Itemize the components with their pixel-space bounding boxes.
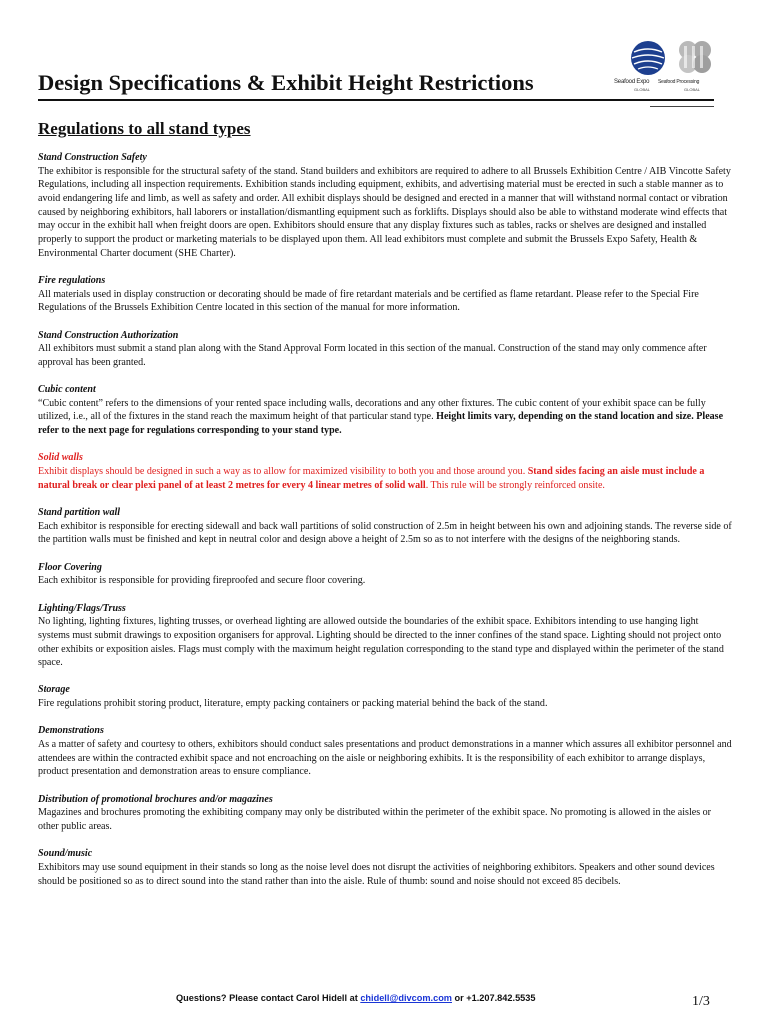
title-rule [38,99,714,101]
section-title: Stand partition wall [38,506,121,518]
section-body: All exhibitors must submit a stand plan along with the Stand Approval Form located in this section of the manual. Construction of the stand may only commence after approval has been granted. [38,343,707,368]
section-title: Stand Construction Safety [38,152,147,163]
section-partition-wall [38,506,732,547]
section-body [38,465,732,492]
section-lighting [38,602,732,670]
section-body: The exhibitor is responsible for the structural safety of the stand. Stand builders and exhibitors are required to adhere to all Brussels Exhibition Centre / AIB Vincotte Safety Regulations, including all inspection requirements. Exhibition stands including equipment, exhibits, and advertising material must be erected in such a stable manner as to avoid endangering life and limb, as well as safety and order. All exhibit displays should be designed and erected in a manner that will withstand normal contact or vibration caused by neighboring exhibitors, hall laborers or installation/dismantling equipment such as forklifts. Displays should also be able to withstand moderate wind effects that may occur in the exhibit hall when freight doors are open. Exhibitors should ensure that any display fixtures such as tables, racks or shelves are designed and installed properly to support the product or marketing materials to be displayed upon them. All lead exhibitors must complete and submit the Brussels Expo Safety, Health & Environmental Charter document (SHE Charter). [38,165,731,259]
solid-wall-rule: Stand sides facing an aisle must include a natural break or clear plexi panel of at least 2 metres for every 4 linear metres of solid wall [38,466,705,491]
seafood-expo-globe-icon [614,38,670,78]
section-title: Lighting/Flags/Truss [38,602,126,614]
section-title: Storage [38,684,70,696]
section-title: Distribution of promotional brochures and/or magazines [38,793,273,805]
section-construction-safety [38,151,732,260]
contact-email-link[interactable]: chidell@divcom.com [360,993,452,1003]
section-floor-covering [38,561,732,588]
page-number: 1/3 [692,994,710,1009]
section-body-text: Exhibit displays should be designed in such a way as to allow for maximized visibility to both you and those around you. [38,466,528,478]
section-title: Sound/music [38,848,93,860]
section-construction-authorization [38,329,732,370]
seafood-expo-logo-sub: GLOBAL [634,87,651,92]
footer-phone: or +1.207.842.5535 [451,993,536,1003]
section-demonstrations [38,724,732,779]
section-title: Cubic content [38,384,96,396]
section-body: As a matter of safety and courtesy to others, exhibitors should conduct sales presentations and product demonstrations in a manner which assures all exhibitor personnel and attendees are within the contracted exhibit space and not encroaching on the aisle or neighboring exhibits. It is the responsibility of each exhibitor to arrange displays, product presentation and demonstration areas to ensure compliance. [38,739,732,778]
section-body: Magazines and brochures promoting the exhibiting company may only be distributed within the perimeter of the exhibit space. No promoting is allowed in the aisles or other public areas. [38,807,711,832]
section-title: Demonstrations [38,725,104,737]
section-brochures [38,793,732,834]
footer-contact [176,993,536,1003]
section-solid-walls [38,451,732,492]
section-body: Fire regulations prohibit storing product, literature, empty packing containers or packing material behind the back of the stand. [38,698,548,710]
section-body [38,397,732,438]
section-body: All materials used in display construction or decorating should be made of fire retardant materials and be certified as flame retardant. Please refer to the Special Fire Regulations of the Brussels Exhibition Centre located in this section of the manual for more information. [38,288,699,314]
section-body-text: “Cubic content” refers to the dimensions of your rented space including walls, decorations and any other fixtures. The cubic content of your exhibit space can be fully utilized, i.e., all of the fixtures in the stand reach the maximum height of that particular stand type. [38,397,706,423]
section-cubic-content [38,383,732,438]
seafood-processing-logo-sub: GLOBAL [684,87,701,92]
height-limit-note: Height limits vary, depending on the stand location and size. Please refer to the next page for regulations corresponding to your stand type. [38,411,724,437]
section-body: No lighting, lighting fixtures, lighting trusses, or overhead lighting are allowed outside the boundaries of the exhibit space. Exhibitors intending to use hanging light systems must submit drawings to exposition organisers for approval. Lighting should be directed to the inner confines of the stand space. Lighting should not project onto other exhibits or exposition aisles. Flags must comply with the maximum height regulation corresponding to the stand type and displayed within the perimeter of the stand space. [38,616,724,669]
title-rule-line [38,99,714,101]
seafood-expo-logo-text: Seafood Expo [614,79,650,85]
header-logos [612,38,720,94]
footer-prefix: Questions? Please contact Carol Hidell at [176,993,361,1003]
seafood-processing-logo-text: Seafood Processing [658,79,700,85]
section-title: Stand Construction Authorization [38,329,179,341]
page-title: Design Specifications & Exhibit Height Restrictions [38,70,534,95]
section-fire-regulations [38,274,732,315]
section-title: Floor Covering [38,561,102,573]
section-storage [38,683,732,710]
section-sound-music [38,847,732,888]
section-body: Each exhibitor is responsible for erecting sidewall and back wall partitions of solid construction of 2.5m in height between his own and adjoining stands. The reverse side of the partition walls must be finished and kept in neutral color and design above a height of 2.5m so as to not interfere with the designs of the neighboring stands. [38,520,732,546]
seafood-processing-icon [670,38,722,78]
title-rule-accent [650,100,714,107]
section-title: Solid walls [38,452,83,464]
section-title: Fire regulations [38,274,106,286]
section-body: Exhibitors may use sound equipment in their stands so long as the noise level does not disrupt the activities of neighboring exhibitors. Speakers and other sound devices should be positioned so as to direct sound into the stand rather than into the aisle. Rule of thumb: sound and noise should not exceed 85 decibels. [38,861,715,887]
section-heading: Regulations to all stand types [38,119,251,138]
document-body [38,151,732,902]
section-body-end: . This rule will be strongly reinforced onsite. [425,479,605,491]
section-body: Each exhibitor is responsible for providing fireproofed and secure floor covering. [38,575,366,587]
